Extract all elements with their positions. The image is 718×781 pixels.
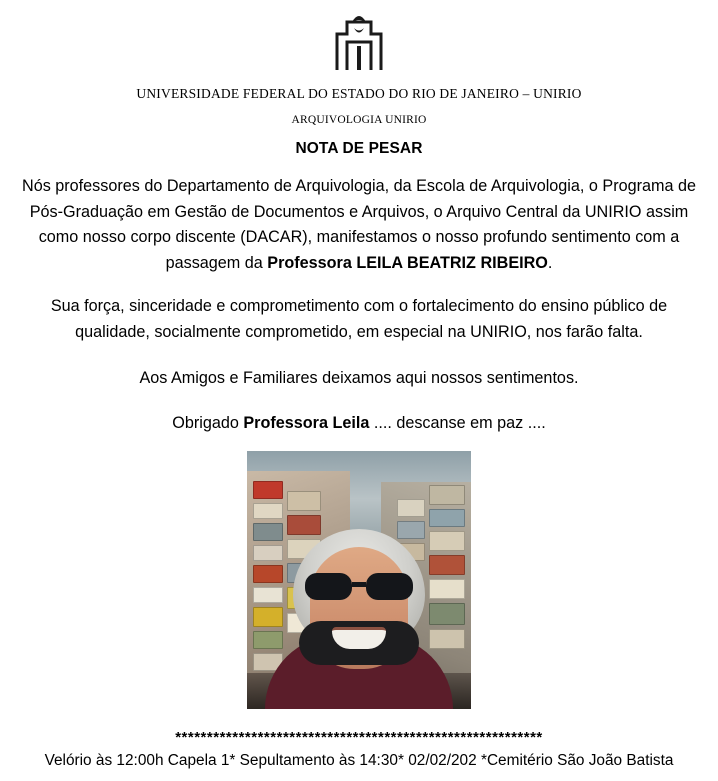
paragraph-4-text-a: Obrigado bbox=[172, 414, 244, 433]
photo-tile bbox=[287, 491, 321, 511]
photo-tile bbox=[429, 531, 465, 551]
paragraph-2: Sua força, sinceridade e comprometimento com o fortalecimento do ensino público de qualidade, socialmente comprometido, em especial na UNIRIO, nos farão falta. bbox=[50, 297, 668, 341]
portrait-photo bbox=[247, 451, 471, 709]
paragraph-1 bbox=[10, 174, 708, 276]
professora-leila-highlight: Professora Leila bbox=[243, 414, 370, 433]
photo-tile bbox=[253, 503, 283, 519]
photo-tile bbox=[253, 545, 283, 561]
department-name: ARQUIVOLOGIA UNIRIO bbox=[291, 114, 427, 126]
photo-tile bbox=[429, 509, 465, 527]
paragraph-4-text-b: .... descanse em paz .... bbox=[369, 414, 546, 433]
paragraph-1-text-a: Nós professores do Departamento de Arquivologia, da Escola de Arquivologia, o Programa de Pós-Graduação em Gestão de Documentos e Arquivos, o Arquivo Central da UNIRIO assim como nosso corpo discente (DACAR), manifestamos o nosso profundo sentimento com a passagem da bbox=[22, 177, 696, 272]
photo-tile bbox=[429, 555, 465, 575]
photo-tile bbox=[397, 499, 425, 517]
photo-tile bbox=[287, 515, 321, 535]
photo-container bbox=[10, 451, 708, 709]
photo-tile bbox=[253, 565, 283, 583]
photo-sunglasses bbox=[305, 573, 413, 601]
photo-lens-left bbox=[305, 573, 352, 600]
photo-lens-right bbox=[366, 573, 413, 600]
photo-tile bbox=[397, 521, 425, 539]
separator-asterisks: ********************************************************** bbox=[175, 728, 543, 746]
page-title: NOTA DE PESAR bbox=[295, 140, 423, 157]
photo-tile bbox=[429, 629, 465, 649]
paragraph-1-text-b: . bbox=[547, 253, 553, 272]
photo-tile bbox=[253, 587, 283, 603]
photo-lens-bridge bbox=[352, 582, 366, 587]
photo-tile bbox=[429, 485, 465, 505]
photo-tile bbox=[429, 603, 465, 625]
funeral-details: Velório às 12:00h Capela 1* Sepultamento às 14:30* 02/02/202 *Cemitério São João Batista bbox=[44, 751, 674, 769]
photo-tile bbox=[253, 607, 283, 627]
photo-tile bbox=[253, 523, 283, 541]
professor-name-highlight: Professora LEILA BEATRIZ RIBEIRO bbox=[267, 253, 548, 272]
unirio-crest-icon bbox=[10, 12, 708, 74]
photo-smile bbox=[332, 627, 386, 649]
photo-tile bbox=[429, 579, 465, 599]
institution-name: UNIVERSIDADE FEDERAL DO ESTADO DO RIO DE JANEIRO – UNIRIO bbox=[136, 86, 582, 101]
paragraph-3: Aos Amigos e Familiares deixamos aqui nossos sentimentos. bbox=[139, 368, 579, 387]
photo-tile bbox=[253, 481, 283, 499]
photo-tile bbox=[253, 631, 283, 649]
paragraph-4 bbox=[10, 411, 708, 437]
